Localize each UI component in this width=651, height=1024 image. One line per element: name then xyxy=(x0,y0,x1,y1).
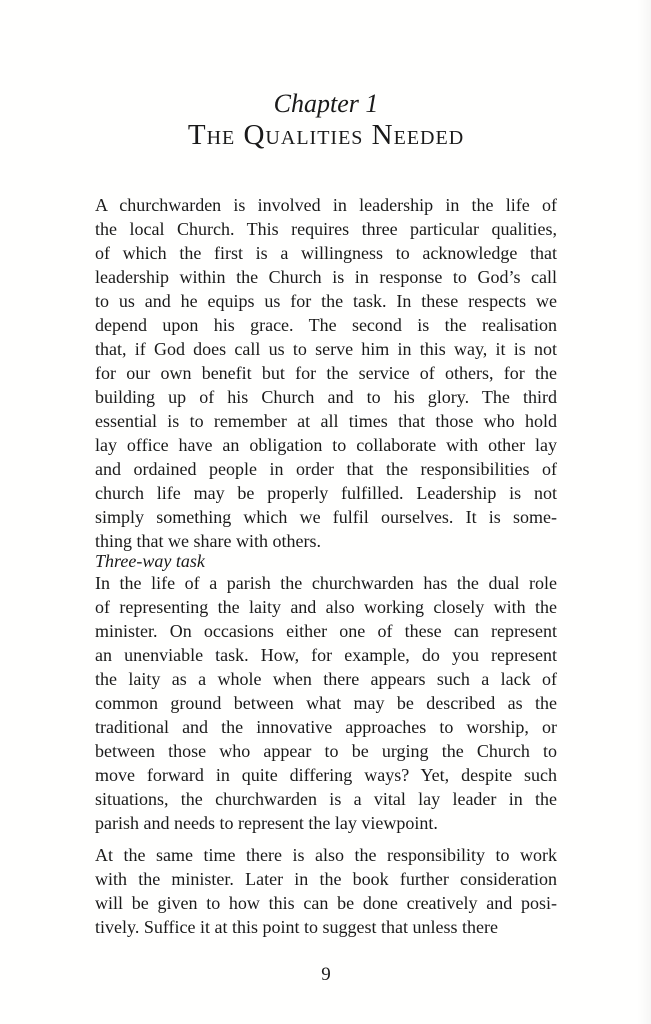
text-line: and ordained people in order that the responsibilities of xyxy=(95,459,557,479)
section-heading-three-way-task: Three-way task xyxy=(95,551,205,571)
text-line: depend upon his grace. The second is the realisation xyxy=(95,315,557,335)
text-line: situations, the churchwarden is a vital lay leader in the xyxy=(95,789,557,809)
text-line: move forward in quite differing ways? Yet, despite such xyxy=(95,765,557,785)
text-line: thing that we share with others. xyxy=(95,531,321,551)
page-number: 9 xyxy=(321,964,331,985)
text-line: building up of his Church and to his glory. The third xyxy=(95,387,557,407)
text-line: church life may be properly fulfilled. Leadership is not xyxy=(95,483,557,503)
chapter-label: Chapter 1 xyxy=(273,89,379,118)
text-line: A churchwarden is involved in leadership in the life of xyxy=(95,195,557,215)
text-line: will be given to how this can be done creatively and posi- xyxy=(95,893,557,913)
page-edge-shadow xyxy=(637,0,651,1024)
text-line: lay office have an obligation to collaborate with other lay xyxy=(95,435,557,455)
text-line: common ground between what may be described as the xyxy=(95,693,557,713)
chapter-title: The Qualities Needed xyxy=(187,119,465,151)
text-line: to us and he equips us for the task. In these respects we xyxy=(95,291,557,311)
text-line: an unenviable task. How, for example, do you represent xyxy=(95,645,557,665)
text-line: simply something which we fulfil ourselves. It is some- xyxy=(95,507,557,527)
text-line: minister. On occasions either one of these can represent xyxy=(95,621,557,641)
text-line: the local Church. This requires three particular qualities, xyxy=(95,219,557,239)
text-line: In the life of a parish the churchwarden has the dual role xyxy=(95,573,557,593)
text-line: with the minister. Later in the book further consideration xyxy=(95,869,557,889)
text-line: of which the first is a willingness to acknowledge that xyxy=(95,243,557,263)
text-line: that, if God does call us to serve him in this way, it is not xyxy=(95,339,557,359)
paragraph-minister-responsibility xyxy=(95,843,557,939)
paragraph-three-way-task xyxy=(95,571,557,835)
text-line: leadership within the Church is in response to God’s call xyxy=(95,267,557,287)
text-line: tively. Suffice it at this point to suggest that unless there xyxy=(95,917,498,937)
text-line: At the same time there is also the responsibility to work xyxy=(95,845,557,865)
text-line: the laity as a whole when there appears such a lack of xyxy=(95,669,557,689)
paragraph-intro xyxy=(95,193,557,553)
text-line: essential is to remember at all times that those who hold xyxy=(95,411,557,431)
text-line: parish and needs to represent the lay viewpoint. xyxy=(95,813,438,833)
text-line: for our own benefit but for the service of others, for the xyxy=(95,363,557,383)
text-line: traditional and the innovative approaches to worship, or xyxy=(95,717,557,737)
text-line: between those who appear to be urging the Church to xyxy=(95,741,557,761)
text-line: of representing the laity and also working closely with the xyxy=(95,597,557,617)
